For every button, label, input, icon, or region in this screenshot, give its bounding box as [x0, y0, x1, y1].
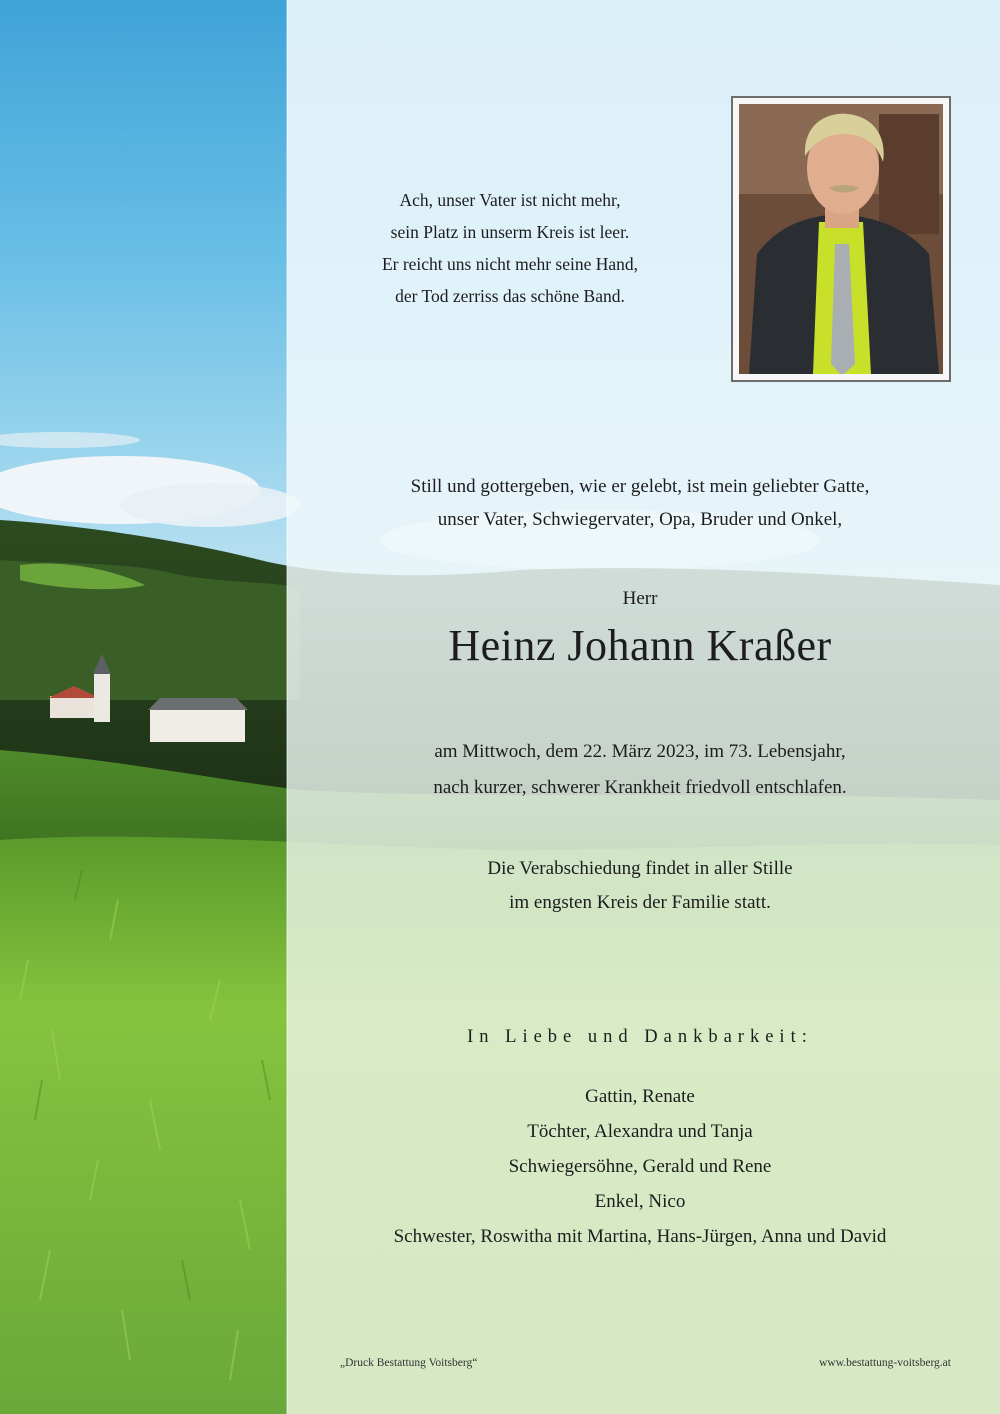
farewell-notice	[330, 852, 950, 920]
verse-line: der Tod zerriss das schöne Band.	[395, 286, 625, 306]
salutation: Herr	[622, 588, 658, 609]
mourners-list	[310, 1079, 970, 1254]
mourner-line: Töchter, Alexandra und Tanja	[527, 1121, 753, 1142]
death-line: am Mittwoch, dem 22. März 2023, im 73. Lebensjahr,	[434, 741, 846, 762]
mourner-line: Schwiegersöhne, Gerald und Rene	[508, 1156, 772, 1177]
verse-line: sein Platz in unserm Kreis ist leer.	[390, 222, 630, 242]
verse-line: Er reicht uns nicht mehr seine Hand,	[381, 254, 639, 274]
mourner-line: Schwester, Roswitha mit Martina, Hans-Jürgen, Anna und David	[393, 1226, 887, 1247]
printer-credit: „Druck Bestattung Voitsberg“	[340, 1357, 478, 1369]
intro-line: Still und gottergeben, wie er gelebt, ist mein geliebter Gatte,	[410, 476, 870, 497]
memorial-verse	[300, 184, 720, 312]
mourner-line: Gattin, Renate	[585, 1086, 695, 1107]
intro-text	[330, 470, 950, 536]
death-line: nach kurzer, schwerer Krankheit friedvoll entschlafen.	[433, 777, 847, 798]
farewell-line: Die Verabschiedung findet in aller Stille	[487, 858, 793, 879]
farewell-line: im engsten Kreis der Familie statt.	[509, 892, 771, 913]
verse-line: Ach, unser Vater ist nicht mehr,	[399, 190, 621, 210]
thanks-heading: In Liebe und Dankbarkeit:	[467, 1027, 813, 1047]
portrait-frame	[731, 96, 951, 382]
death-notice	[330, 734, 950, 806]
website-link[interactable]: www.bestattung-voitsberg.at	[819, 1357, 951, 1369]
portrait-photo	[739, 104, 943, 374]
deceased-name: Heinz Johann Kraßer	[448, 621, 832, 670]
intro-line: unser Vater, Schwiegervater, Opa, Bruder und Onkel,	[437, 509, 843, 530]
panel-divider	[286, 0, 288, 1414]
mourner-line: Enkel, Nico	[594, 1191, 686, 1212]
